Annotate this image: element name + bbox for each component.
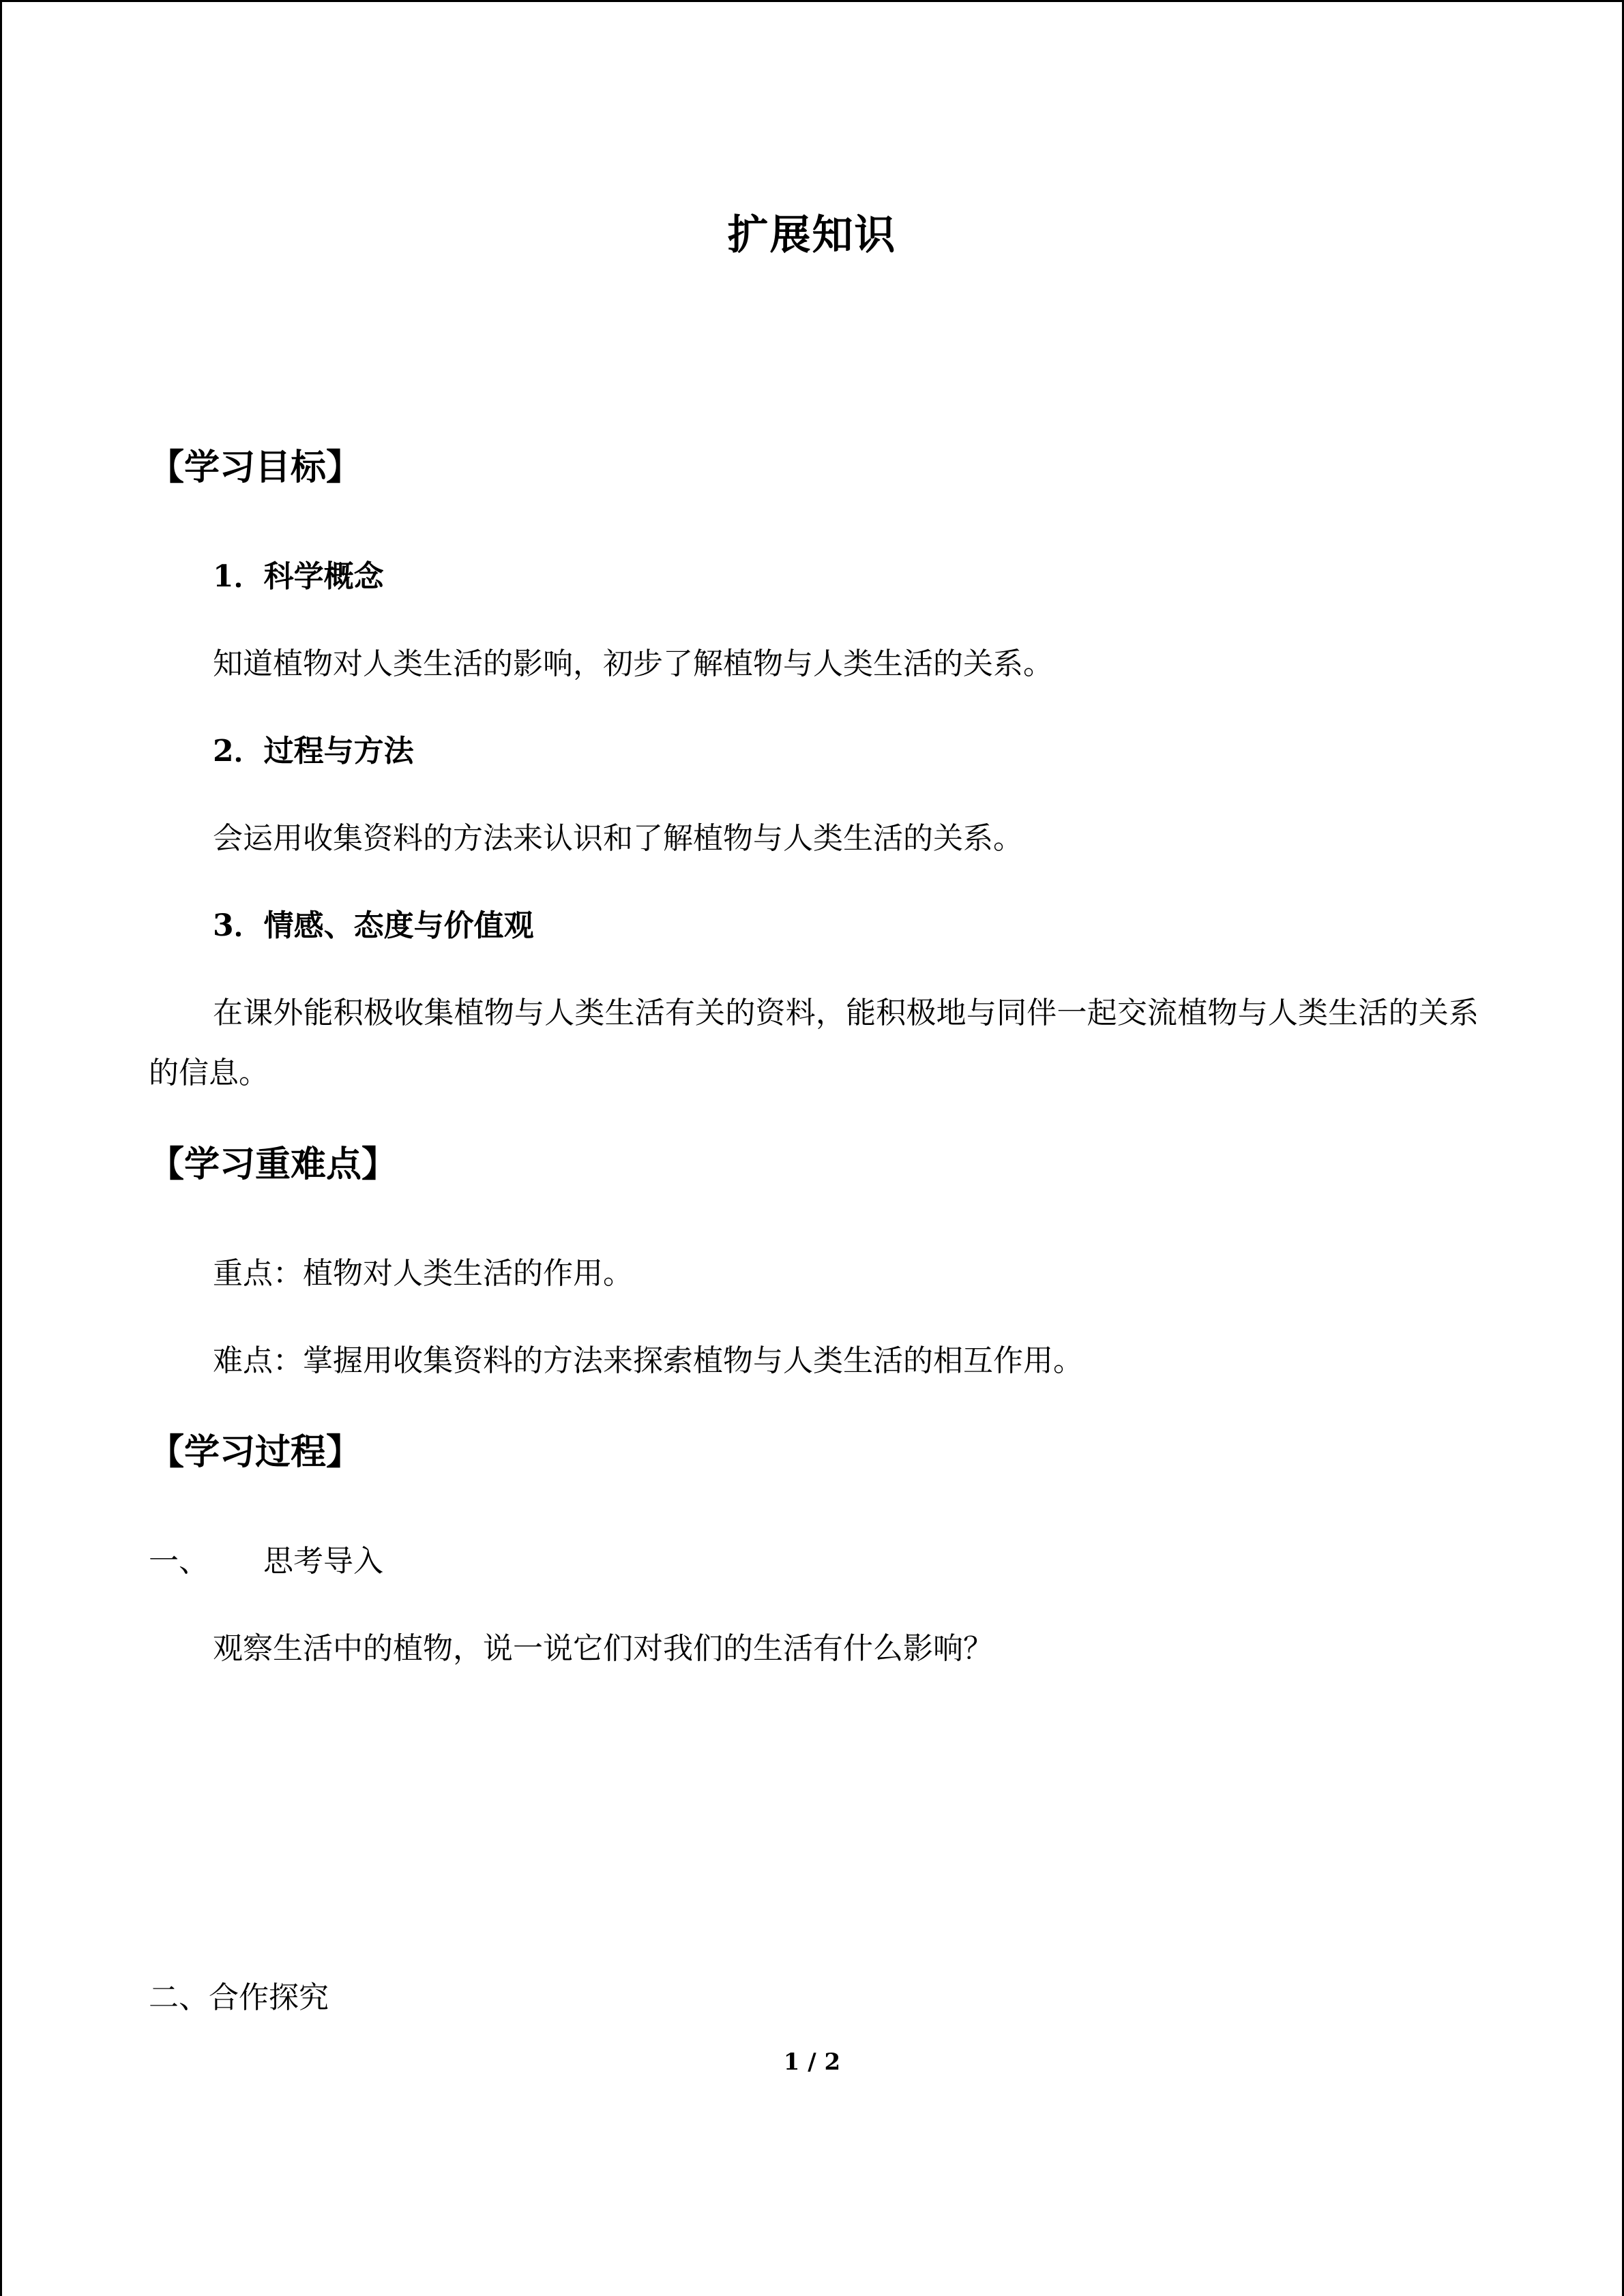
key-point-line: 重点：植物对人类生活的作用。: [213, 1256, 633, 1291]
goal-text-attitude-values: 在课外能积极收集植物与人类生活有关的资料，能积极地与同伴一起交流植物与人类生活的关系的信息。: [149, 996, 1479, 1090]
process-step-one: [149, 1540, 383, 1583]
process-step-one-question: 观察生活中的植物，说一说它们对我们的生活有什么影响？: [213, 1631, 993, 1666]
page-number: 1 / 2: [783, 2048, 841, 2076]
section-heading-learning-process: 【学习过程】: [149, 1431, 362, 1473]
process-step-one-label: 思考导入: [263, 1544, 383, 1579]
difficult-point-line: 难点：掌握用收集资料的方法来探索植物与人类生活的相互作用。: [213, 1343, 1083, 1378]
goal-subheading-attitude-values: 3．情感、态度与价值观: [213, 908, 534, 943]
goal-subheading-science-concept: 1．科学概念: [213, 559, 384, 594]
section-heading-key-points: 【学习重难点】: [149, 1144, 398, 1185]
process-step-one-number: 一、: [149, 1544, 209, 1579]
goal-text-science-concept: 知道植物对人类生活的影响，初步了解植物与人类生活的关系。: [213, 646, 1053, 681]
goal-text-process-method: 会运用收集资料的方法来认识和了解植物与人类生活的关系。: [213, 821, 1023, 856]
document-title: 扩展知识: [727, 211, 897, 259]
process-step-two-label: 二、合作探究: [149, 1980, 329, 2015]
goal-subheading-process-method: 2．过程与方法: [213, 734, 414, 769]
section-heading-learning-goals: 【学习目标】: [149, 447, 362, 488]
